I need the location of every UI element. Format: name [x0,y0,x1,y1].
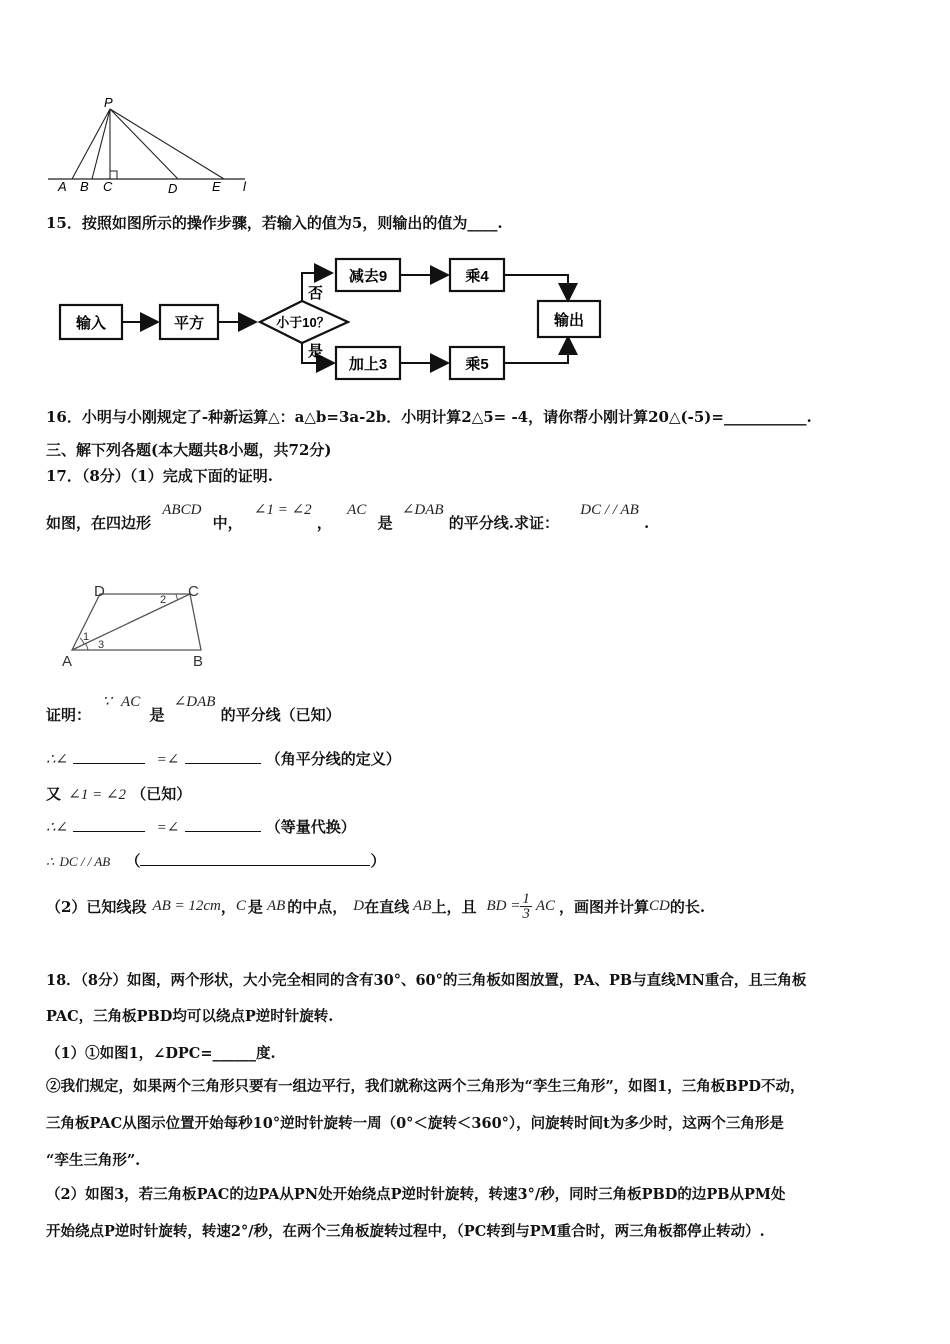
proof-step4-close: ） [370,852,386,870]
q17-mid: 中， [212,514,243,532]
fig17-label-2: 2 [160,594,167,606]
proof-prefix: 证明： [46,706,92,724]
q17-prefix: 如图，在四边形 [46,514,152,532]
q17-is: 是 [377,514,393,532]
proof-step3-therefore: ∴∠ [46,820,69,836]
question-18-line-3: （1）①如图1，∠DPC=______度. [46,1045,276,1062]
proof-step3-blank-1[interactable] [73,817,145,832]
flow-decision-label: 小于10？ [276,315,330,330]
flow-arrow-6 [504,339,568,363]
part2-fraction [520,892,532,921]
part2-d: D [353,897,365,914]
part2-frac-num: 1 [522,890,530,907]
q17-dab: ∠DAB [401,502,444,518]
question-18-line-7: （2）如图3，若三角板PAC的边PA从PN处开始绕点P逆时针旋转，转速3°/秒，同时三角板PBD的边PB从PM处 [46,1186,786,1203]
segment-pb [92,109,110,179]
proof-dab: ∠DAB [173,694,216,710]
q17-ac: AC [347,502,367,518]
flow-no-label: 否 [308,285,324,302]
flow-times5-label: 乘5 [465,356,489,373]
fig17-label-b: B [193,653,204,670]
question-18-line-2: PAC，三角板PBD均可以绕点P逆时针旋转. [46,1008,334,1025]
part2-bd-eq: BD = [486,897,521,914]
proof-step4-therefore: ∴ [46,854,55,869]
part2-ab: AB [266,897,286,914]
flow-times4-label: 乘4 [465,268,489,285]
fig17-label-1: 1 [83,631,90,643]
label-e: E [212,179,221,194]
flow-input-label: 输入 [75,315,107,332]
question-18-line-6: “孪生三角形”. [46,1152,141,1169]
flowchart [56,253,616,388]
proof-step4-blank[interactable] [140,851,370,866]
q17-quadrilateral-figure [58,582,218,674]
question-16: 16．小明与小刚规定了-种新运算△：a△b=3a-2b．小明计算2△5= -4，请你帮小刚计算20△(-5)=___________. [46,408,812,426]
flow-minus9-label: 减去9 [348,268,388,285]
proof-line-2 [46,748,401,769]
question-18-line-1: 18．（8分）如图，两个形状，大小完全相同的含有30°、60°的三角板如图放置，PA、PB与直线MN重合，且三角板 [46,972,807,989]
q17-goal: DC / / AB [580,502,639,518]
part2-tail2: 的长. [669,897,706,916]
diagonal-ac [72,594,190,650]
label-p: P [104,95,113,110]
quadrilateral-abcd [72,594,201,650]
proof-step1-reason: （角平分线的定义） [265,750,401,768]
proof-step1-blank-1[interactable] [73,749,145,764]
proof-step2-math: ∠1 = ∠2 [68,787,127,803]
proof-step1-eq: =∠ [156,752,180,768]
proof-suffix: 的平分线（已知） [220,706,341,724]
part2-ab-len: AB = 12cm [152,897,221,914]
proof-step1-blank-2[interactable] [185,749,261,764]
question-18-line-4: ②我们规定，如果两个三角形只要有一组边平行，我们就称这两个三角形为“孪生三角形”，如图1，三角板BPD不动， [46,1078,805,1095]
question-17-statement [46,498,649,542]
proof-step4-math: DC / / AB [59,854,111,869]
angle-arc-3 [85,643,88,650]
question-18-line-5: 三角板PAC从图示位置开始每秒10°逆时针旋转一周（0°＜旋转＜360°），问旋转时间t为多少时，这两个三角形是 [46,1115,784,1132]
part2-on-line: 在直线 [364,897,410,916]
flow-plus3-label: 加上3 [348,356,388,373]
part2-cd: CD [649,897,670,914]
proof-step3-blank-2[interactable] [185,817,261,832]
proof-is: 是 [149,706,165,724]
part2-prefix: （2）已知线段 [46,897,147,916]
proof-step4-open: （ [125,852,141,870]
label-c: C [103,179,113,194]
part2-ab2: AB [413,897,432,914]
fig17-label-a: A [62,653,73,670]
proof-line-1 [46,690,341,726]
proof-step2: 又 [46,785,62,803]
label-d: D [168,181,178,196]
part2-c: C [235,897,246,914]
fig17-label-3: 3 [98,639,105,651]
flow-arrow-4 [504,275,568,299]
proof-step3-reason: （等量代换） [265,818,356,836]
section-3-title: 三、解下列各题(本大题共8小题，共72分) [46,441,332,459]
question-15: 15．按照如图所示的操作步骤，若输入的值为5，则输出的值为____. [46,214,503,232]
proof-line-5 [46,850,385,871]
proof-ac: AC [121,694,141,710]
question-17-part-2 [46,884,705,928]
segment-pe [110,109,224,179]
right-angle-mark [110,171,117,179]
label-a: A [58,179,67,194]
question-17-header: 17．（8分）（1）完成下面的证明. [46,467,273,485]
proof-because: ∵ [102,694,112,710]
question-18-line-8: 开始绕点P逆时针旋转，转速2°/秒，在两个三角板旋转过程中，（PC转到与PM重合时，两三角板都停止转动）. [46,1223,765,1240]
part2-tail: ，画图并计算 [559,897,650,916]
flow-output-label: 输出 [553,312,585,329]
label-b: B [80,179,89,194]
top-geometry-figure [40,95,260,200]
part2-frac-den: 3 [522,905,530,922]
proof-line-4 [46,816,356,837]
proof-step2-reason: （已知） [131,785,192,803]
proof-step3-eq: =∠ [156,820,180,836]
fig17-label-c: C [188,583,199,600]
proof-line-3 [46,783,191,804]
q17-angles: ∠1 = ∠2 [253,502,312,518]
part2-comma1: ， [220,897,236,916]
q17-comma: ， [316,514,332,532]
part2-midpoint: 的中点， [287,897,348,916]
angle-arc-2 [176,594,178,600]
segment-pa [72,109,110,179]
q17-dot: . [643,514,650,532]
q17-suffix: 的平分线.求证： [448,514,560,532]
fig17-label-d: D [94,583,105,600]
label-l: l [243,179,246,194]
proof-step1-therefore: ∴∠ [46,752,69,768]
part2-is: 是 [247,897,263,916]
part2-upper-and: 上，且 [431,897,477,916]
q17-quad: ABCD [162,502,202,518]
flow-yes-label: 是 [308,343,324,360]
flow-square-label: 平方 [173,315,205,332]
part2-ac: AC [535,897,556,914]
